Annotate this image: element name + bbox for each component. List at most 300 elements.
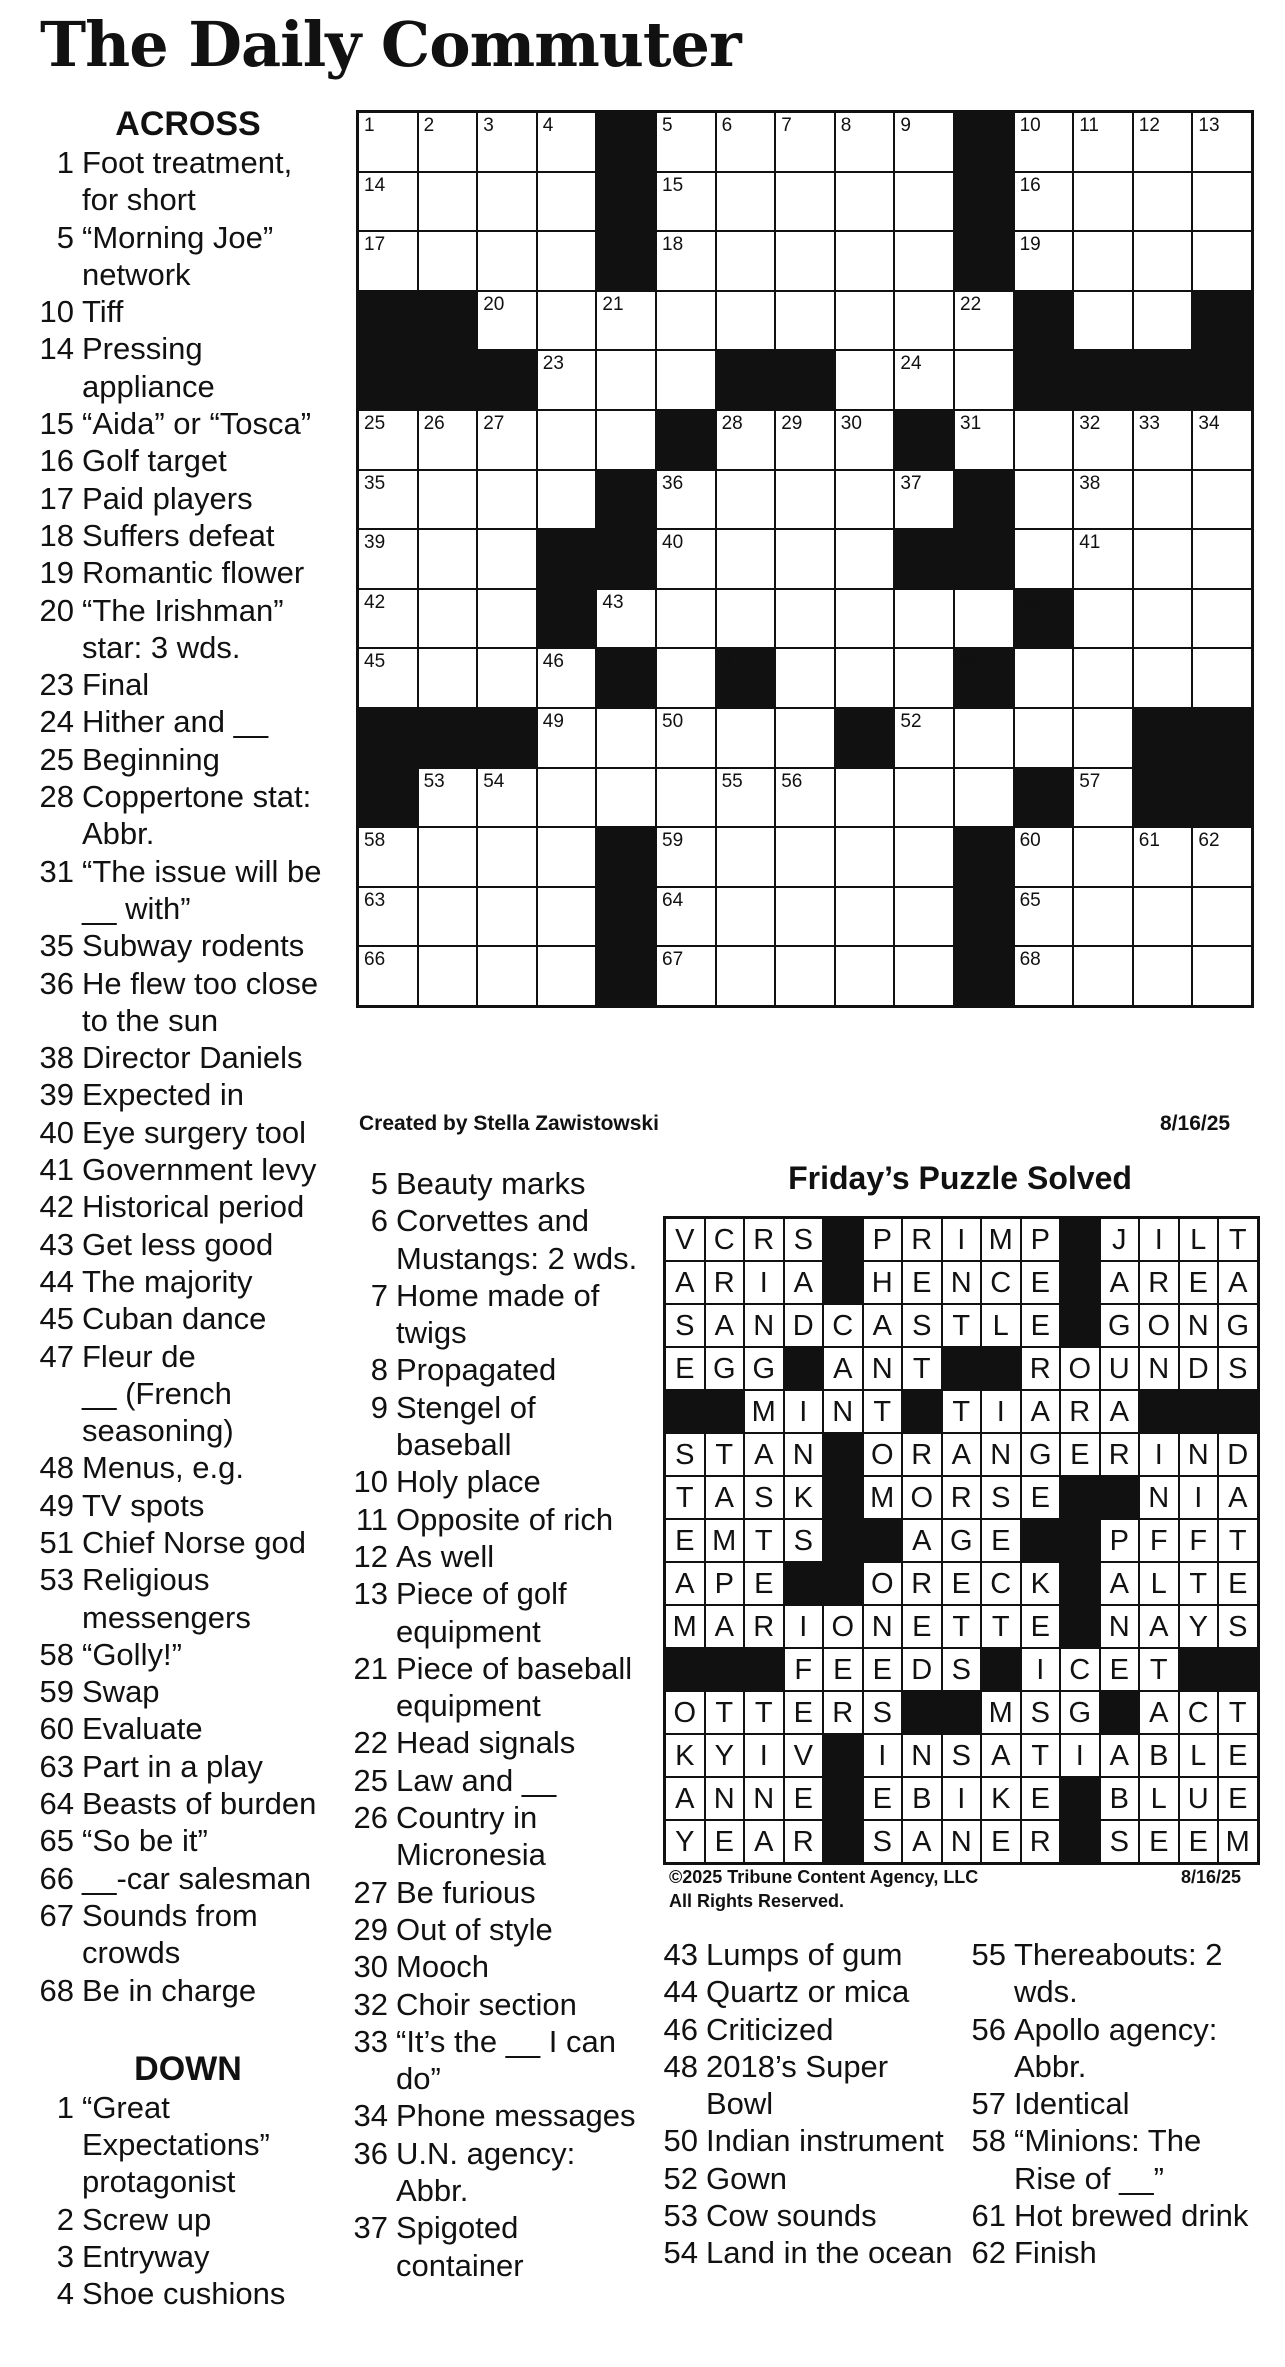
grid-cell[interactable] bbox=[774, 111, 836, 173]
solved-cell: N bbox=[743, 1303, 785, 1348]
grid-cell[interactable] bbox=[595, 588, 657, 650]
grid-cell[interactable] bbox=[1132, 290, 1194, 352]
clue-number: 63 bbox=[39, 1748, 74, 1784]
grid-cell[interactable] bbox=[417, 945, 479, 1007]
grid-cell[interactable] bbox=[774, 707, 836, 769]
block-cell bbox=[476, 349, 538, 411]
grid-cell[interactable] bbox=[417, 767, 479, 829]
grid-cell[interactable] bbox=[655, 111, 717, 173]
clue-across-38 bbox=[38, 1039, 338, 1076]
grid-cell[interactable] bbox=[1013, 647, 1075, 709]
grid-cell[interactable] bbox=[1132, 409, 1194, 471]
grid-cell[interactable] bbox=[834, 647, 896, 709]
clue-text: He flew too close bbox=[82, 965, 319, 1001]
clue-number: 4 bbox=[56, 2276, 74, 2312]
grid-cell[interactable] bbox=[834, 349, 896, 411]
grid-cell[interactable] bbox=[1132, 230, 1194, 292]
grid-cell[interactable] bbox=[1072, 171, 1134, 233]
grid-cell[interactable] bbox=[715, 588, 777, 650]
grid-cell[interactable] bbox=[357, 647, 419, 709]
clue-text: Hither and __ bbox=[82, 704, 269, 740]
solved-cell: R bbox=[901, 1217, 943, 1262]
grid-cell[interactable] bbox=[536, 707, 598, 769]
grid-cell[interactable] bbox=[1072, 707, 1134, 769]
grid-cell[interactable] bbox=[417, 171, 479, 233]
grid-cell[interactable] bbox=[1013, 409, 1075, 471]
grid-cell[interactable] bbox=[476, 647, 538, 709]
grid-cell[interactable] bbox=[1191, 945, 1253, 1007]
grid-cell[interactable] bbox=[953, 409, 1015, 471]
clue-text: Chief Norse god bbox=[82, 1524, 307, 1560]
grid-cell[interactable] bbox=[357, 230, 419, 292]
grid-cell[interactable] bbox=[357, 409, 419, 471]
grid-cell[interactable] bbox=[655, 767, 717, 829]
clue-text: appliance bbox=[82, 368, 215, 404]
clue-text: Suffers defeat bbox=[82, 517, 275, 553]
grid-cell[interactable] bbox=[1191, 588, 1253, 650]
grid-cell[interactable] bbox=[536, 647, 598, 709]
grid-cell[interactable] bbox=[476, 230, 538, 292]
grid-cell[interactable] bbox=[595, 767, 657, 829]
grid-cell[interactable] bbox=[655, 707, 717, 769]
clue-text: Piece of golf bbox=[396, 1576, 567, 1612]
clue-down-21 bbox=[352, 1650, 652, 1725]
grid-cell[interactable] bbox=[715, 767, 777, 829]
grid-cell[interactable] bbox=[417, 528, 479, 590]
clue-down-53 bbox=[662, 2197, 962, 2234]
clue-text: Beginning bbox=[82, 741, 220, 777]
grid-cell[interactable] bbox=[774, 290, 836, 352]
grid-cell[interactable] bbox=[1072, 111, 1134, 173]
grid-cell[interactable] bbox=[417, 588, 479, 650]
solved-cell: E bbox=[783, 1776, 825, 1821]
grid-cell[interactable] bbox=[1132, 826, 1194, 888]
cell-number: 51 bbox=[840, 711, 862, 732]
block-cell bbox=[417, 349, 479, 411]
grid-cell[interactable] bbox=[715, 528, 777, 590]
grid-cell[interactable] bbox=[893, 230, 955, 292]
clue-number: 31 bbox=[39, 853, 74, 889]
grid-cell[interactable] bbox=[655, 469, 717, 531]
grid-cell[interactable] bbox=[1013, 886, 1075, 948]
solved-cell: E bbox=[1217, 1733, 1259, 1778]
block-cell bbox=[595, 469, 657, 531]
clue-text: Corvettes and bbox=[396, 1203, 589, 1239]
clue-text: Gown bbox=[706, 2160, 787, 2196]
solved-cell: L bbox=[1138, 1776, 1180, 1821]
block-cell bbox=[834, 707, 896, 769]
grid-cell[interactable] bbox=[1072, 647, 1134, 709]
grid-cell[interactable] bbox=[655, 290, 717, 352]
clue-number: 59 bbox=[39, 1674, 74, 1710]
grid-cell[interactable] bbox=[1191, 111, 1253, 173]
solved-cell: S bbox=[941, 1647, 983, 1692]
grid-cell[interactable] bbox=[893, 290, 955, 352]
grid-cell[interactable] bbox=[1132, 647, 1194, 709]
block-cell bbox=[595, 826, 657, 888]
grid-cell[interactable] bbox=[476, 528, 538, 590]
solved-block-cell bbox=[822, 1217, 864, 1262]
clue-number: 64 bbox=[39, 1786, 74, 1822]
clue-text: protagonist bbox=[82, 2164, 236, 2200]
grid-cell[interactable] bbox=[536, 290, 598, 352]
grid-cell[interactable] bbox=[774, 767, 836, 829]
grid-cell[interactable] bbox=[417, 409, 479, 471]
clue-number: 51 bbox=[39, 1524, 74, 1560]
cell-number: 33 bbox=[1138, 413, 1160, 434]
solved-cell: A bbox=[743, 1819, 785, 1864]
clue-text: twigs bbox=[396, 1315, 467, 1351]
grid-cell[interactable] bbox=[476, 171, 538, 233]
block-cell bbox=[893, 409, 955, 471]
grid-cell[interactable] bbox=[1132, 588, 1194, 650]
clue-text: Bowl bbox=[706, 2086, 774, 2122]
grid-cell[interactable] bbox=[1132, 171, 1194, 233]
grid-cell[interactable] bbox=[1191, 409, 1253, 471]
clue-number: 68 bbox=[39, 1972, 74, 2008]
grid-cell[interactable] bbox=[715, 469, 777, 531]
grid-cell[interactable] bbox=[655, 528, 717, 590]
solved-cell: A bbox=[1217, 1475, 1259, 1520]
grid-cell[interactable] bbox=[1013, 469, 1075, 531]
crossword-grid bbox=[357, 111, 1255, 1009]
grid-cell[interactable] bbox=[1072, 826, 1134, 888]
clue-down-9 bbox=[352, 1389, 652, 1464]
grid-cell[interactable] bbox=[595, 707, 657, 769]
grid-cell[interactable] bbox=[774, 409, 836, 471]
grid-cell[interactable] bbox=[715, 707, 777, 769]
clue-number: 35 bbox=[39, 928, 74, 964]
solved-cell: A bbox=[743, 1432, 785, 1477]
grid-cell[interactable] bbox=[476, 945, 538, 1007]
grid-cell[interactable] bbox=[715, 171, 777, 233]
cell-number: 65 bbox=[1019, 889, 1041, 911]
grid-cell[interactable] bbox=[476, 409, 538, 471]
grid-cell[interactable] bbox=[834, 171, 896, 233]
grid-cell[interactable] bbox=[1191, 886, 1253, 948]
grid-cell[interactable] bbox=[774, 588, 836, 650]
grid-cell[interactable] bbox=[774, 886, 836, 948]
solved-block-cell bbox=[783, 1346, 825, 1391]
grid-cell[interactable] bbox=[357, 826, 419, 888]
solved-block-cell bbox=[1178, 1389, 1220, 1434]
solved-cell: T bbox=[941, 1604, 983, 1649]
grid-cell[interactable] bbox=[655, 349, 717, 411]
clue-text: Fleur de bbox=[82, 1338, 196, 1374]
grid-cell[interactable] bbox=[774, 469, 836, 531]
grid-cell[interactable] bbox=[1191, 826, 1253, 888]
grid-cell[interactable] bbox=[357, 171, 419, 233]
grid-cell[interactable] bbox=[953, 767, 1015, 829]
clue-text: “Minions: The bbox=[1014, 2123, 1202, 2159]
grid-cell[interactable] bbox=[1013, 528, 1075, 590]
clue-across-64 bbox=[38, 1785, 338, 1822]
solved-cell: I bbox=[1178, 1475, 1220, 1520]
clue-text: crowds bbox=[82, 1935, 181, 1971]
grid-cell[interactable] bbox=[834, 290, 896, 352]
grid-cell[interactable] bbox=[953, 588, 1015, 650]
grid-cell[interactable] bbox=[1072, 409, 1134, 471]
solved-cell: E bbox=[664, 1518, 706, 1563]
solved-cell: R bbox=[901, 1561, 943, 1606]
grid-cell[interactable] bbox=[595, 409, 657, 471]
grid-cell[interactable] bbox=[893, 171, 955, 233]
solved-cell: N bbox=[822, 1389, 864, 1434]
grid-cell[interactable] bbox=[893, 707, 955, 769]
clue-text: Apollo agency: bbox=[1014, 2011, 1218, 2047]
clue-text: Mooch bbox=[396, 1949, 490, 1985]
grid-cell[interactable] bbox=[476, 111, 538, 173]
grid-cell[interactable] bbox=[595, 349, 657, 411]
grid-cell[interactable] bbox=[1132, 528, 1194, 590]
grid-cell[interactable] bbox=[1191, 647, 1253, 709]
solved-cell: E bbox=[1138, 1819, 1180, 1864]
grid-cell[interactable] bbox=[1072, 588, 1134, 650]
grid-cell[interactable] bbox=[715, 409, 777, 471]
grid-cell[interactable] bbox=[1013, 826, 1075, 888]
solved-cell: G bbox=[941, 1518, 983, 1563]
grid-cell[interactable] bbox=[834, 826, 896, 888]
grid-cell[interactable] bbox=[834, 588, 896, 650]
grid-cell[interactable] bbox=[774, 647, 836, 709]
solved-cell: G bbox=[1020, 1432, 1062, 1477]
clue-number: 32 bbox=[353, 1986, 388, 2022]
grid-cell[interactable] bbox=[1013, 171, 1075, 233]
grid-cell[interactable] bbox=[893, 767, 955, 829]
clue-text: Rise of __” bbox=[1014, 2160, 1164, 2196]
clue-down-10 bbox=[352, 1463, 652, 1500]
clue-text: “Golly!” bbox=[82, 1636, 182, 1672]
grid-cell[interactable] bbox=[774, 826, 836, 888]
grid-cell[interactable] bbox=[536, 230, 598, 292]
grid-cell[interactable] bbox=[715, 290, 777, 352]
clue-text: seasoning) bbox=[82, 1413, 234, 1449]
grid-cell[interactable] bbox=[953, 707, 1015, 769]
grid-cell[interactable] bbox=[953, 349, 1015, 411]
grid-cell[interactable] bbox=[893, 886, 955, 948]
grid-cell[interactable] bbox=[1013, 230, 1075, 292]
clue-number: 54 bbox=[663, 2235, 698, 2271]
rights: All Rights Reserved. bbox=[669, 1891, 845, 1911]
clue-number: 25 bbox=[39, 741, 74, 777]
down-clues-col3 bbox=[662, 1936, 962, 2272]
grid-cell[interactable] bbox=[595, 290, 657, 352]
grid-cell[interactable] bbox=[893, 349, 955, 411]
solved-cell: T bbox=[941, 1303, 983, 1348]
block-cell bbox=[595, 528, 657, 590]
clue-number: 60 bbox=[39, 1711, 74, 1747]
clue-down-56 bbox=[970, 2011, 1270, 2086]
cell-number: 49 bbox=[542, 711, 564, 732]
grid-cell[interactable] bbox=[655, 230, 717, 292]
grid-cell[interactable] bbox=[774, 230, 836, 292]
solved-cell: M bbox=[1217, 1819, 1259, 1864]
grid-cell[interactable] bbox=[1072, 528, 1134, 590]
grid-cell[interactable] bbox=[476, 469, 538, 531]
grid-cell[interactable] bbox=[417, 230, 479, 292]
grid-cell[interactable] bbox=[536, 171, 598, 233]
grid-cell[interactable] bbox=[536, 111, 598, 173]
clue-number: 48 bbox=[663, 2048, 698, 2084]
grid-cell[interactable] bbox=[1013, 945, 1075, 1007]
solved-cell: N bbox=[862, 1604, 904, 1649]
grid-cell[interactable] bbox=[417, 469, 479, 531]
block-cell bbox=[536, 588, 598, 650]
clue-across-51 bbox=[38, 1524, 338, 1561]
grid-cell[interactable] bbox=[1132, 886, 1194, 948]
grid-cell[interactable] bbox=[893, 469, 955, 531]
clue-text: Stengel of bbox=[396, 1389, 536, 1425]
cell-number: 27 bbox=[483, 413, 505, 434]
clue-down-32 bbox=[352, 1986, 652, 2023]
grid-cell[interactable] bbox=[536, 409, 598, 471]
clue-text: Indian instrument bbox=[706, 2123, 944, 2159]
grid-cell[interactable] bbox=[1013, 111, 1075, 173]
grid-cell[interactable] bbox=[715, 111, 777, 173]
grid-cell[interactable] bbox=[834, 409, 896, 471]
grid-cell[interactable] bbox=[655, 945, 717, 1007]
grid-cell[interactable] bbox=[774, 945, 836, 1007]
grid-cell[interactable] bbox=[536, 767, 598, 829]
grid-cell[interactable] bbox=[834, 528, 896, 590]
solved-cell: M bbox=[743, 1389, 785, 1434]
grid-cell[interactable] bbox=[834, 230, 896, 292]
clue-down-25 bbox=[352, 1762, 652, 1799]
solved-cell: G bbox=[1099, 1303, 1141, 1348]
clue-text: Phone messages bbox=[396, 2098, 636, 2134]
solved-cell: R bbox=[704, 1260, 746, 1305]
solved-block-cell bbox=[1138, 1389, 1180, 1434]
grid-cell[interactable] bbox=[476, 886, 538, 948]
grid-cell[interactable] bbox=[953, 290, 1015, 352]
clue-text: Tiff bbox=[82, 294, 124, 330]
grid-cell[interactable] bbox=[476, 767, 538, 829]
grid-cell[interactable] bbox=[834, 945, 896, 1007]
cell-number: 20 bbox=[483, 293, 505, 315]
grid-cell[interactable] bbox=[1072, 469, 1134, 531]
solved-cell: P bbox=[1020, 1217, 1062, 1262]
solved-cell: E bbox=[1059, 1432, 1101, 1477]
solved-cell: S bbox=[743, 1475, 785, 1520]
grid-cell[interactable] bbox=[893, 826, 955, 888]
clue-text: Abbr. bbox=[1014, 2048, 1087, 2084]
grid-cell[interactable] bbox=[893, 111, 955, 173]
grid-cell[interactable] bbox=[476, 826, 538, 888]
grid-cell[interactable] bbox=[774, 528, 836, 590]
grid-cell[interactable] bbox=[1191, 230, 1253, 292]
grid-cell[interactable] bbox=[655, 171, 717, 233]
clue-text: Evaluate bbox=[82, 1711, 203, 1747]
grid-cell[interactable] bbox=[1072, 290, 1134, 352]
clue-number: 39 bbox=[39, 1077, 74, 1113]
grid-cell[interactable] bbox=[357, 528, 419, 590]
solved-cell: C bbox=[1178, 1690, 1220, 1735]
grid-cell[interactable] bbox=[1191, 171, 1253, 233]
grid-cell[interactable] bbox=[715, 230, 777, 292]
solved-block-cell bbox=[822, 1733, 864, 1778]
grid-cell[interactable] bbox=[1072, 886, 1134, 948]
grid-cell[interactable] bbox=[357, 469, 419, 531]
clue-down-44 bbox=[662, 1973, 962, 2010]
solved-cell: N bbox=[1138, 1475, 1180, 1520]
grid-cell[interactable] bbox=[893, 945, 955, 1007]
solved-cell: T bbox=[1020, 1733, 1062, 1778]
grid-cell[interactable] bbox=[357, 886, 419, 948]
grid-cell[interactable] bbox=[1072, 945, 1134, 1007]
solved-cell: A bbox=[1217, 1260, 1259, 1305]
grid-cell[interactable] bbox=[536, 349, 598, 411]
grid-cell[interactable] bbox=[655, 826, 717, 888]
grid-cell[interactable] bbox=[476, 588, 538, 650]
cell-number: 32 bbox=[1079, 413, 1101, 434]
grid-cell[interactable] bbox=[536, 945, 598, 1007]
grid-cell[interactable] bbox=[893, 588, 955, 650]
grid-cell[interactable] bbox=[774, 171, 836, 233]
grid-cell[interactable] bbox=[715, 826, 777, 888]
block-cell bbox=[953, 826, 1015, 888]
grid-cell[interactable] bbox=[1013, 707, 1075, 769]
grid-cell[interactable] bbox=[1072, 767, 1134, 829]
cell-number: 29 bbox=[781, 413, 803, 434]
grid-cell[interactable] bbox=[536, 886, 598, 948]
grid-cell[interactable] bbox=[417, 111, 479, 173]
cell-number: 45 bbox=[364, 651, 386, 673]
grid-cell[interactable] bbox=[536, 826, 598, 888]
grid-cell[interactable] bbox=[476, 290, 538, 352]
grid-cell[interactable] bbox=[893, 647, 955, 709]
grid-cell[interactable] bbox=[1132, 111, 1194, 173]
grid-cell[interactable] bbox=[417, 826, 479, 888]
grid-cell[interactable] bbox=[834, 767, 896, 829]
grid-cell[interactable] bbox=[655, 588, 717, 650]
grid-cell[interactable] bbox=[1132, 469, 1194, 531]
grid-cell[interactable] bbox=[1072, 230, 1134, 292]
block-cell bbox=[595, 945, 657, 1007]
grid-cell[interactable] bbox=[417, 647, 479, 709]
grid-cell[interactable] bbox=[417, 886, 479, 948]
grid-cell[interactable] bbox=[715, 886, 777, 948]
grid-cell[interactable] bbox=[1191, 528, 1253, 590]
solved-block-cell bbox=[1099, 1690, 1141, 1735]
clue-down-57 bbox=[970, 2085, 1270, 2122]
clue-number: 29 bbox=[353, 1911, 388, 1947]
grid-cell[interactable] bbox=[357, 111, 419, 173]
grid-cell[interactable] bbox=[1191, 469, 1253, 531]
solved-cell: T bbox=[704, 1432, 746, 1477]
block-cell bbox=[715, 349, 777, 411]
grid-cell[interactable] bbox=[834, 111, 896, 173]
clue-text: “The issue will be bbox=[82, 853, 322, 889]
block-cell bbox=[1013, 349, 1075, 411]
clue-text: The majority bbox=[82, 1263, 253, 1299]
grid-cell[interactable] bbox=[357, 588, 419, 650]
cell-number: 3 bbox=[483, 115, 494, 136]
grid-cell[interactable] bbox=[1132, 945, 1194, 1007]
solved-block-cell bbox=[941, 1690, 983, 1735]
grid-cell[interactable] bbox=[655, 886, 717, 948]
clue-text: Head signals bbox=[396, 1725, 576, 1761]
grid-cell[interactable] bbox=[357, 945, 419, 1007]
clue-number: 5 bbox=[56, 219, 74, 255]
grid-cell[interactable] bbox=[834, 886, 896, 948]
solved-cell: E bbox=[980, 1819, 1022, 1864]
grid-cell[interactable] bbox=[536, 469, 598, 531]
grid-cell[interactable] bbox=[834, 469, 896, 531]
grid-cell[interactable] bbox=[655, 647, 717, 709]
down-clues-col4 bbox=[970, 1936, 1270, 2272]
cell-number: 17 bbox=[364, 234, 386, 256]
grid-cell[interactable] bbox=[715, 945, 777, 1007]
